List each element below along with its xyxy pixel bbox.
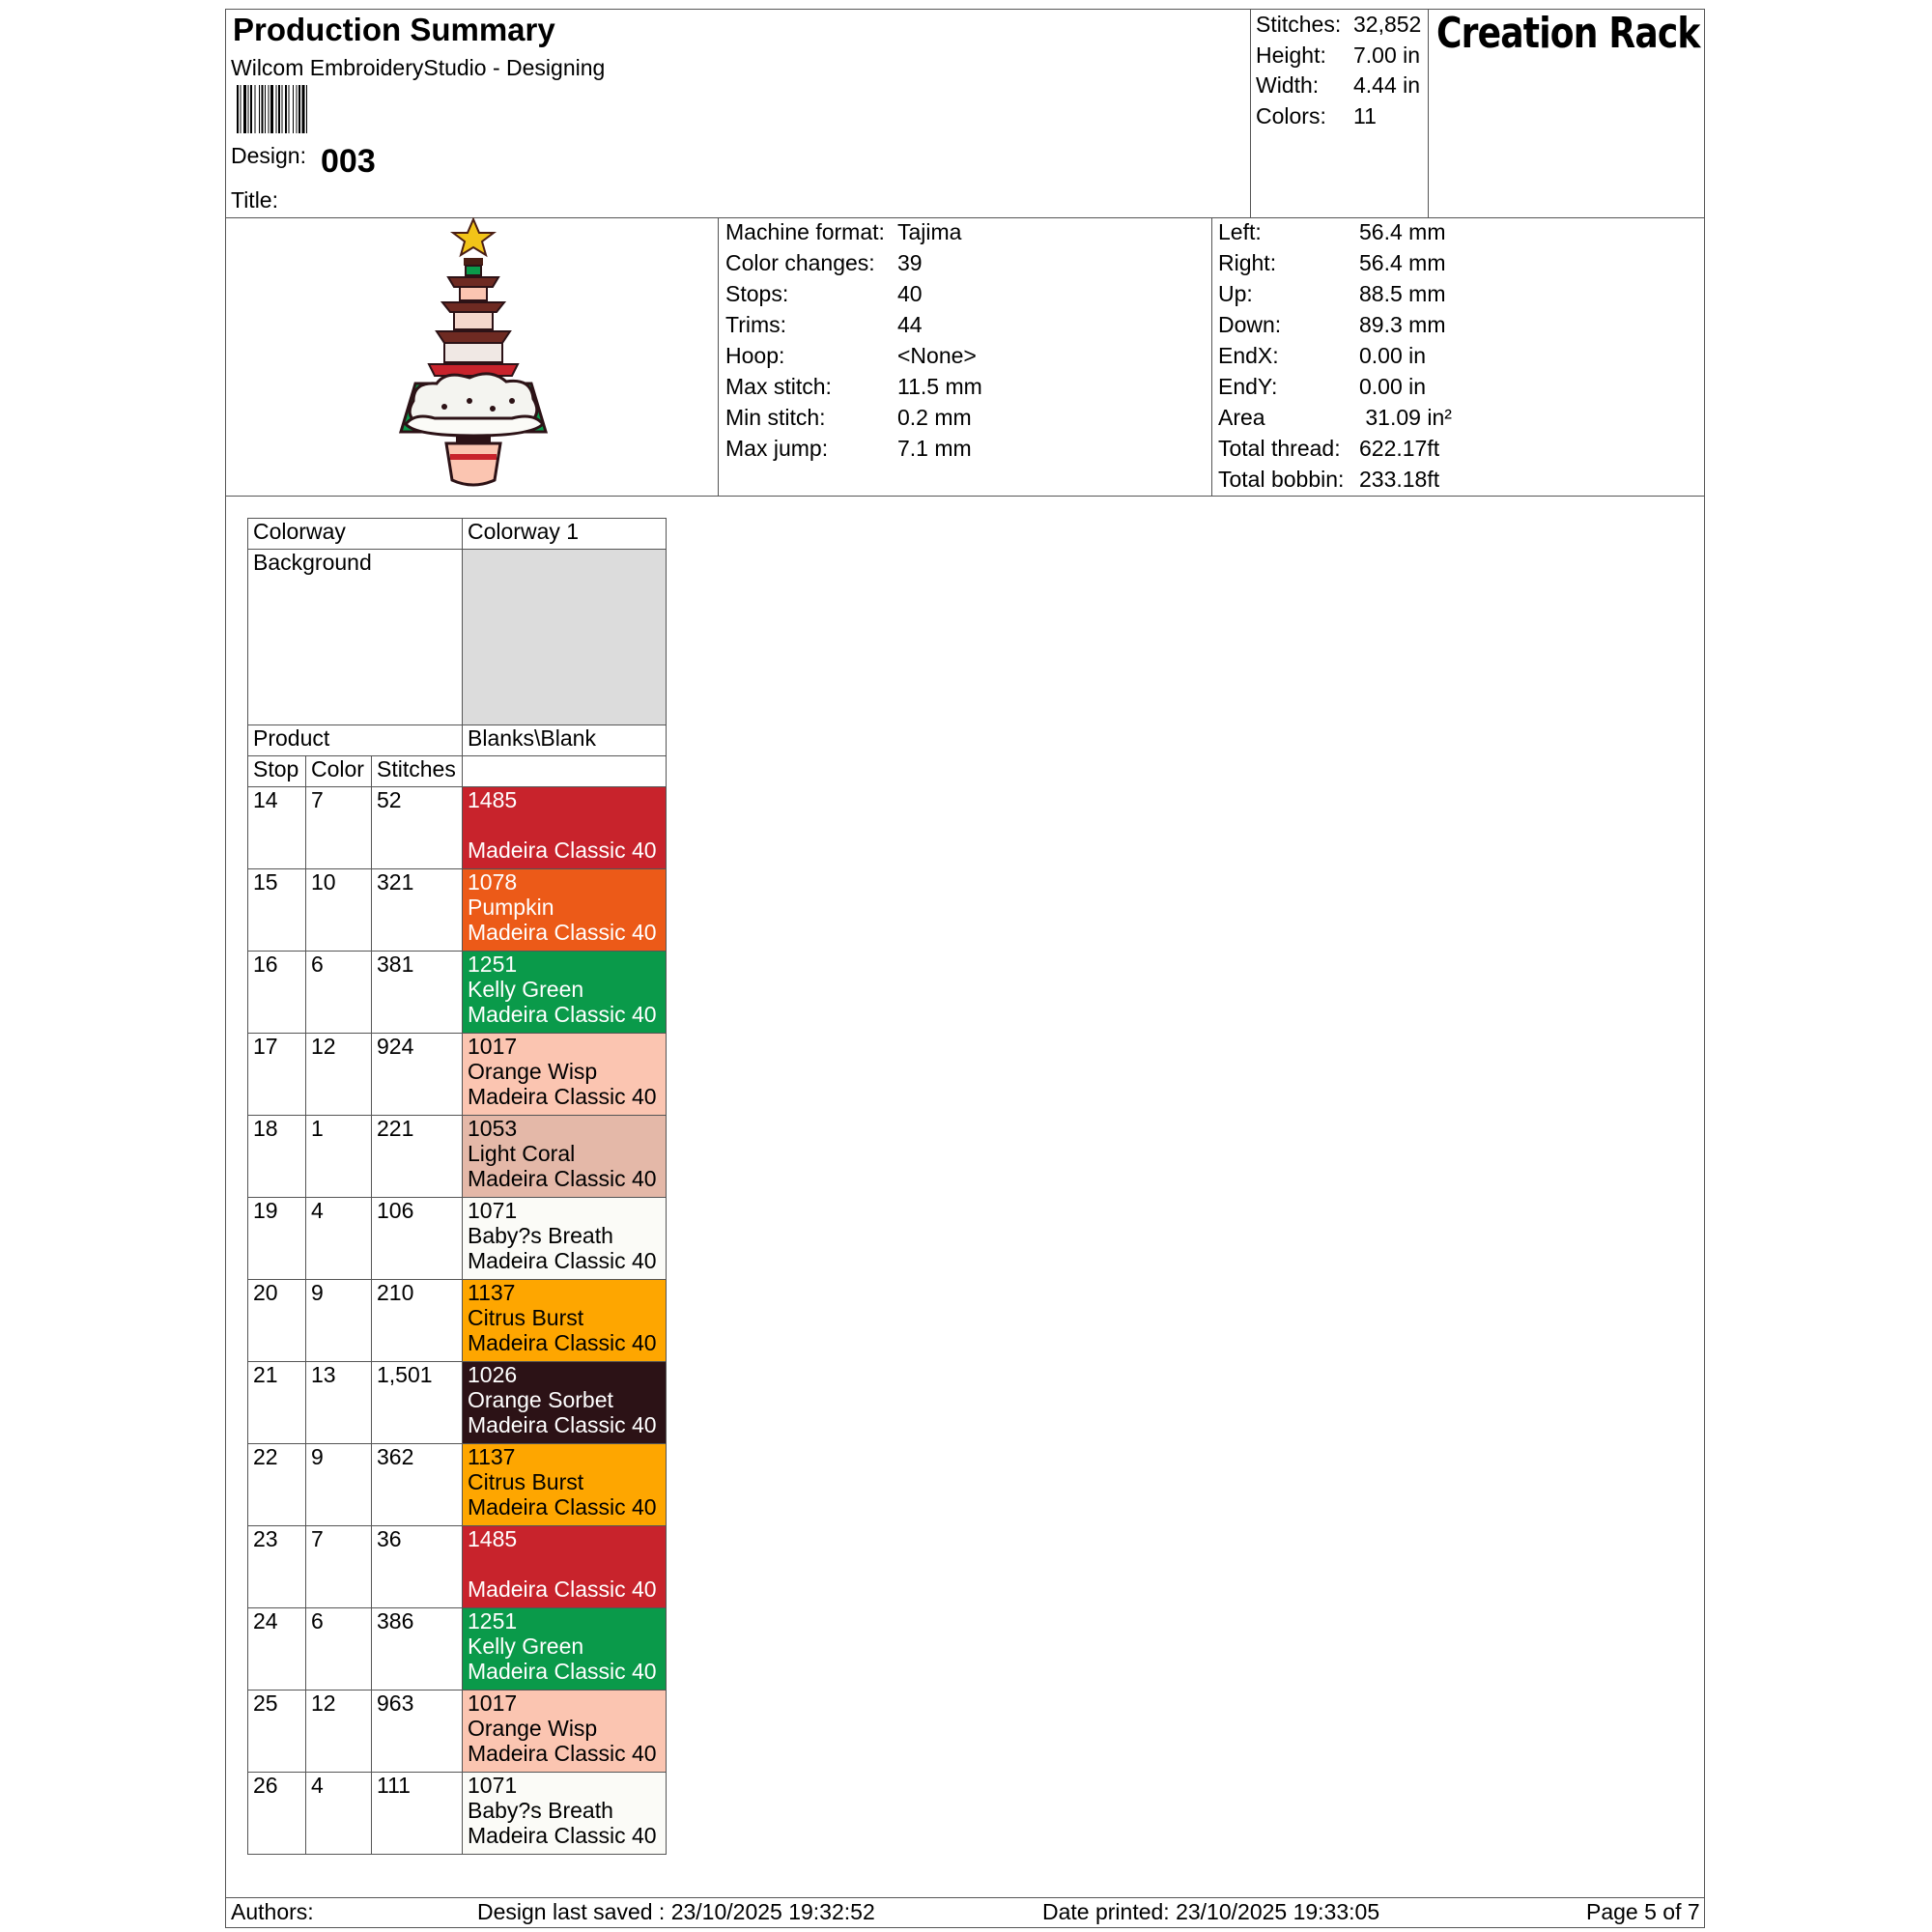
thread-name: Citrus Burst (468, 1469, 584, 1494)
stitches-cell: 963 (372, 1690, 463, 1773)
product-label: Product (248, 725, 463, 756)
colorway-row (248, 519, 667, 550)
thread-name: Kelly Green (468, 1634, 584, 1659)
product-row (248, 725, 667, 756)
footer-last-saved: Design last saved : 23/10/2025 19:32:52 (477, 1899, 875, 1924)
summary-divider-left (1250, 9, 1251, 217)
table-row (248, 1280, 667, 1362)
thread-code: 1251 (468, 1608, 518, 1634)
stop-cell: 20 (248, 1280, 306, 1362)
total-thread-label: Total thread: (1218, 436, 1341, 461)
stop-cell: 19 (248, 1198, 306, 1280)
up-value: 88.5 mm (1359, 281, 1446, 306)
design-number: 003 (321, 143, 376, 180)
min-stitch-label: Min stitch: (725, 405, 826, 430)
stop-cell: 24 (248, 1608, 306, 1690)
colorway-label: Colorway (248, 519, 463, 550)
down-value: 89.3 mm (1359, 312, 1446, 337)
table-row (248, 1034, 667, 1116)
color-cell: 6 (306, 1608, 372, 1690)
height-label: Height: (1256, 43, 1326, 68)
color-cell: 4 (306, 1198, 372, 1280)
color-cell: 13 (306, 1362, 372, 1444)
footer-page-number: Page 5 of 7 (1586, 1899, 1700, 1924)
thread-swatch (463, 787, 667, 869)
total-thread-value: 622.17ft (1359, 436, 1440, 461)
stop-cell: 26 (248, 1773, 306, 1855)
max-jump-value: 7.1 mm (897, 436, 972, 461)
title-label: Title: (231, 187, 278, 213)
thread-swatch (463, 1198, 667, 1280)
machine-format-label: Machine format: (725, 219, 885, 244)
colorway-value: Colorway 1 (463, 519, 667, 550)
stitches-cell: 36 (372, 1526, 463, 1608)
thread-code: 1017 (468, 1690, 518, 1716)
stop-cell: 23 (248, 1526, 306, 1608)
thread-code: 1078 (468, 869, 518, 895)
endx-value: 0.00 in (1359, 343, 1427, 368)
stitches-label: Stitches: (1256, 12, 1342, 37)
footer-authors: Authors: (231, 1899, 314, 1924)
color-cell: 7 (306, 787, 372, 869)
table-row (248, 1116, 667, 1198)
background-row (248, 550, 667, 725)
table-row (248, 869, 667, 952)
color-changes-value: 39 (897, 250, 923, 275)
color-cell: 9 (306, 1280, 372, 1362)
height-value: 7.00 in (1353, 43, 1421, 68)
thread-brand: Madeira Classic 40 (468, 1741, 657, 1766)
stitches-cell: 381 (372, 952, 463, 1034)
thread-code: 1137 (468, 1280, 516, 1305)
thread-brand: Madeira Classic 40 (468, 1412, 657, 1437)
thread-brand: Madeira Classic 40 (468, 1166, 657, 1191)
endy-value: 0.00 in (1359, 374, 1427, 399)
thread-code: 1071 (468, 1198, 518, 1223)
thread-name: Light Coral (468, 1141, 576, 1166)
table-row (248, 1198, 667, 1280)
thread-brand: Madeira Classic 40 (468, 1084, 657, 1109)
thread-name: Orange Wisp (468, 1716, 598, 1741)
stop-cell: 17 (248, 1034, 306, 1116)
stops-label: Stops: (725, 281, 789, 306)
table-row (248, 1444, 667, 1526)
machine-format-value: Tajima (897, 219, 962, 244)
hoop-label: Hoop: (725, 343, 785, 368)
extents-divider (1211, 217, 1212, 496)
thread-brand: Madeira Classic 40 (468, 1659, 657, 1684)
thread-name: Kelly Green (468, 977, 584, 1002)
total-bobbin-label: Total bobbin: (1218, 467, 1345, 492)
thread-swatch (463, 1526, 667, 1608)
colors-value: 11 (1353, 103, 1377, 128)
stitches-cell: 52 (372, 787, 463, 869)
stop-cell: 22 (248, 1444, 306, 1526)
software-name: Wilcom EmbroideryStudio - Designing (231, 55, 606, 80)
thread-code: 1017 (468, 1034, 518, 1059)
thread-name: Baby?s Breath (468, 1798, 613, 1823)
width-value: 4.44 in (1353, 72, 1421, 98)
stitches-cell: 221 (372, 1116, 463, 1198)
thread-swatch (463, 1280, 667, 1362)
hoop-value: <None> (897, 343, 977, 368)
stop-cell: 25 (248, 1690, 306, 1773)
color-cell: 4 (306, 1773, 372, 1855)
thread-brand: Madeira Classic 40 (468, 920, 657, 945)
color-cell: 6 (306, 952, 372, 1034)
trims-value: 44 (897, 312, 923, 337)
stitches-cell: 106 (372, 1198, 463, 1280)
thread-swatch (463, 869, 667, 952)
thread-name: Citrus Burst (468, 1305, 584, 1330)
thread-code: 1026 (468, 1362, 518, 1387)
thread-brand: Madeira Classic 40 (468, 1002, 657, 1027)
stop-cell: 15 (248, 869, 306, 952)
footer-divider (225, 1897, 1705, 1898)
color-cell: 10 (306, 869, 372, 952)
thread-swatch (463, 1034, 667, 1116)
thread-brand: Madeira Classic 40 (468, 1330, 657, 1355)
thread-swatch (463, 1608, 667, 1690)
stitches-cell: 321 (372, 869, 463, 952)
right-value: 56.4 mm (1359, 250, 1446, 275)
thread-swatch (463, 952, 667, 1034)
thread-code: 1053 (468, 1116, 518, 1141)
color-cell: 12 (306, 1690, 372, 1773)
thread-brand: Madeira Classic 40 (468, 1577, 657, 1602)
thread-brand: Madeira Classic 40 (468, 1494, 657, 1520)
color-header: Color (306, 756, 372, 787)
colors-label: Colors: (1256, 103, 1326, 128)
table-row (248, 952, 667, 1034)
down-label: Down: (1218, 312, 1282, 337)
table-row (248, 1526, 667, 1608)
stitches-cell: 1,501 (372, 1362, 463, 1444)
stop-cell: 18 (248, 1116, 306, 1198)
stitches-cell: 386 (372, 1608, 463, 1690)
thread-name: Pumpkin (468, 895, 554, 920)
thread-brand: Madeira Classic 40 (468, 1248, 657, 1273)
stops-value: 40 (897, 281, 923, 306)
min-stitch-value: 0.2 mm (897, 405, 972, 430)
thread-swatch (463, 1362, 667, 1444)
table-row (248, 787, 667, 869)
left-value: 56.4 mm (1359, 219, 1446, 244)
color-cell: 12 (306, 1034, 372, 1116)
design-label: Design: (231, 143, 306, 168)
colorway-table (247, 518, 667, 1855)
stitches-cell: 111 (372, 1773, 463, 1855)
background-swatch (463, 550, 667, 725)
stitches-cell: 924 (372, 1034, 463, 1116)
swatch-header (463, 756, 667, 787)
table-row (248, 1690, 667, 1773)
right-label: Right: (1218, 250, 1277, 275)
thread-name (468, 812, 666, 838)
area-label: Area (1218, 405, 1265, 430)
thread-code: 1485 (468, 1526, 518, 1551)
endx-label: EndX: (1218, 343, 1279, 368)
thread-swatch (463, 1690, 667, 1773)
brand-logo: Creation Rack (1436, 9, 1700, 58)
stop-cell: 21 (248, 1362, 306, 1444)
thumb-divider (718, 217, 719, 496)
max-stitch-label: Max stitch: (725, 374, 832, 399)
stitches-cell: 210 (372, 1280, 463, 1362)
thread-code: 1071 (468, 1773, 518, 1798)
thread-name: Orange Sorbet (468, 1387, 613, 1412)
color-cell: 7 (306, 1526, 372, 1608)
thread-name: Orange Wisp (468, 1059, 598, 1084)
stop-header: Stop (248, 756, 306, 787)
table-row (248, 1608, 667, 1690)
stitches-header: Stitches (372, 756, 463, 787)
up-label: Up: (1218, 281, 1253, 306)
product-value: Blanks\Blank (463, 725, 667, 756)
area-value: 31.09 in² (1359, 405, 1452, 430)
thread-code: 1485 (468, 787, 518, 812)
trims-label: Trims: (725, 312, 787, 337)
thread-name: Baby?s Breath (468, 1223, 613, 1248)
thread-code: 1251 (468, 952, 518, 977)
thread-brand: Madeira Classic 40 (468, 1823, 657, 1848)
stop-cell: 14 (248, 787, 306, 869)
page-title: Production Summary (233, 12, 555, 47)
thread-swatch (463, 1444, 667, 1526)
thread-swatch (463, 1116, 667, 1198)
left-label: Left: (1218, 219, 1262, 244)
thread-brand: Madeira Classic 40 (468, 838, 657, 863)
thread-swatch (463, 1773, 667, 1855)
table-row (248, 1773, 667, 1855)
design-thumbnail (377, 217, 570, 497)
column-header-row (248, 756, 667, 787)
endy-label: EndY: (1218, 374, 1278, 399)
table-row (248, 1362, 667, 1444)
total-bobbin-value: 233.18ft (1359, 467, 1440, 492)
color-cell: 1 (306, 1116, 372, 1198)
background-label: Background (248, 550, 463, 725)
summary-divider-right (1428, 9, 1429, 217)
barcode-icon (237, 85, 357, 133)
max-jump-label: Max jump: (725, 436, 829, 461)
stitches-cell: 362 (372, 1444, 463, 1526)
stitches-value: 32,852 (1353, 12, 1422, 37)
width-label: Width: (1256, 72, 1320, 98)
color-changes-label: Color changes: (725, 250, 875, 275)
thread-name (468, 1551, 666, 1577)
thread-code: 1137 (468, 1444, 516, 1469)
color-cell: 9 (306, 1444, 372, 1526)
footer-date-printed: Date printed: 23/10/2025 19:33:05 (1042, 1899, 1380, 1924)
max-stitch-value: 11.5 mm (897, 374, 982, 399)
stop-cell: 16 (248, 952, 306, 1034)
